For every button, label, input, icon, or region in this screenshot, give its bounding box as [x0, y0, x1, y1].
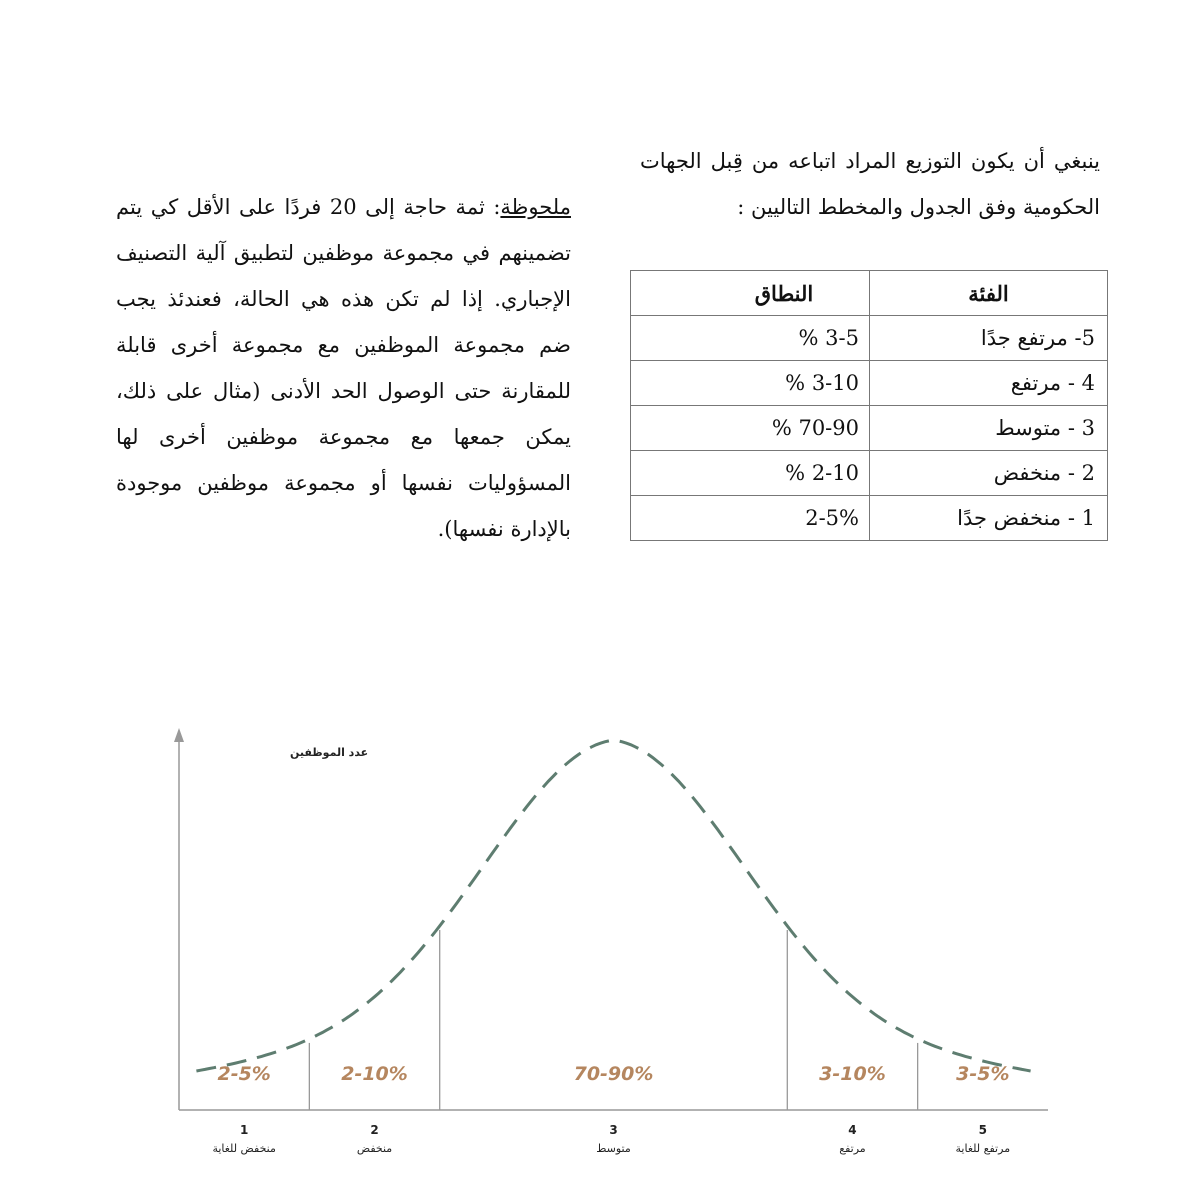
category-name: متوسط	[596, 1142, 631, 1155]
category-name: منخفض للغاية	[212, 1142, 276, 1155]
category-name: منخفض	[356, 1142, 393, 1155]
y-axis-label: عدد الموظفين	[290, 746, 369, 759]
row-range: 3-5 %	[631, 316, 870, 361]
distribution-chart	[0, 700, 1200, 1180]
y-axis	[174, 728, 184, 1110]
row-range: 3-10 %	[631, 361, 870, 406]
intro-paragraph: ينبغي أن يكون التوزيع المراد اتباعه من قِبل الجهات الحكومية وفق الجدول والمخطط التاليين :	[640, 149, 1100, 219]
table-row	[631, 451, 1108, 496]
row-range: 2-10 %	[631, 451, 870, 496]
table-row	[631, 496, 1108, 541]
range-label: 3-10%	[819, 1063, 886, 1085]
header-range: النطاق	[631, 271, 870, 316]
table-row	[631, 316, 1108, 361]
note-text: : ثمة حاجة إلى 20 فردًا على الأقل كي يتم تضمينهم في مجموعة موظفين لتطبيق آلية التصنيف الإجباري. إذا لم تكن هذه هي الحالة، فعندئذ يجب ضم مجموعة الموظفين مع مجموعة أخرى قابلة للمقارنة حتى الوصول الحد الأدنى (مثال على ذلك، يمكن جمعها مع مجموعة موظفين أخرى لها المسؤوليات نفسها أو مجموعة موظفين موجودة بالإدارة نفسها).	[116, 195, 571, 541]
table-row	[631, 406, 1108, 451]
row-category: 4 - مرتفع	[870, 361, 1108, 406]
category-number: 4	[848, 1123, 857, 1137]
table-header-row	[631, 271, 1108, 316]
category-number: 1	[239, 1123, 249, 1137]
range-label: 70-90%	[573, 1063, 654, 1085]
note-paragraph	[116, 184, 571, 552]
row-category: 2 - منخفض	[870, 451, 1108, 496]
distribution-curve	[196, 740, 1030, 1071]
range-label: 2-10%	[341, 1063, 408, 1085]
category-name: مرتفع	[839, 1142, 866, 1155]
row-range: 2-5%	[631, 496, 870, 541]
category-number: 2	[370, 1123, 379, 1137]
category-name: مرتفع للغاية	[955, 1142, 1011, 1155]
category-number: 5	[978, 1123, 988, 1137]
header-category: الفئة	[870, 271, 1108, 316]
row-range: 70-90 %	[631, 406, 870, 451]
category-number: 3	[609, 1123, 618, 1137]
row-category: 3 - متوسط	[870, 406, 1108, 451]
distribution-table	[630, 270, 1108, 541]
note-label: ملحوظة	[500, 195, 571, 219]
row-category: 5- مرتفع جدًا	[870, 316, 1108, 361]
category-labels	[212, 1063, 1010, 1155]
range-label: 3-5%	[956, 1063, 1010, 1085]
row-category: 1 - منخفض جدًا	[870, 496, 1108, 541]
table-row	[631, 361, 1108, 406]
range-label: 2-5%	[217, 1063, 271, 1085]
